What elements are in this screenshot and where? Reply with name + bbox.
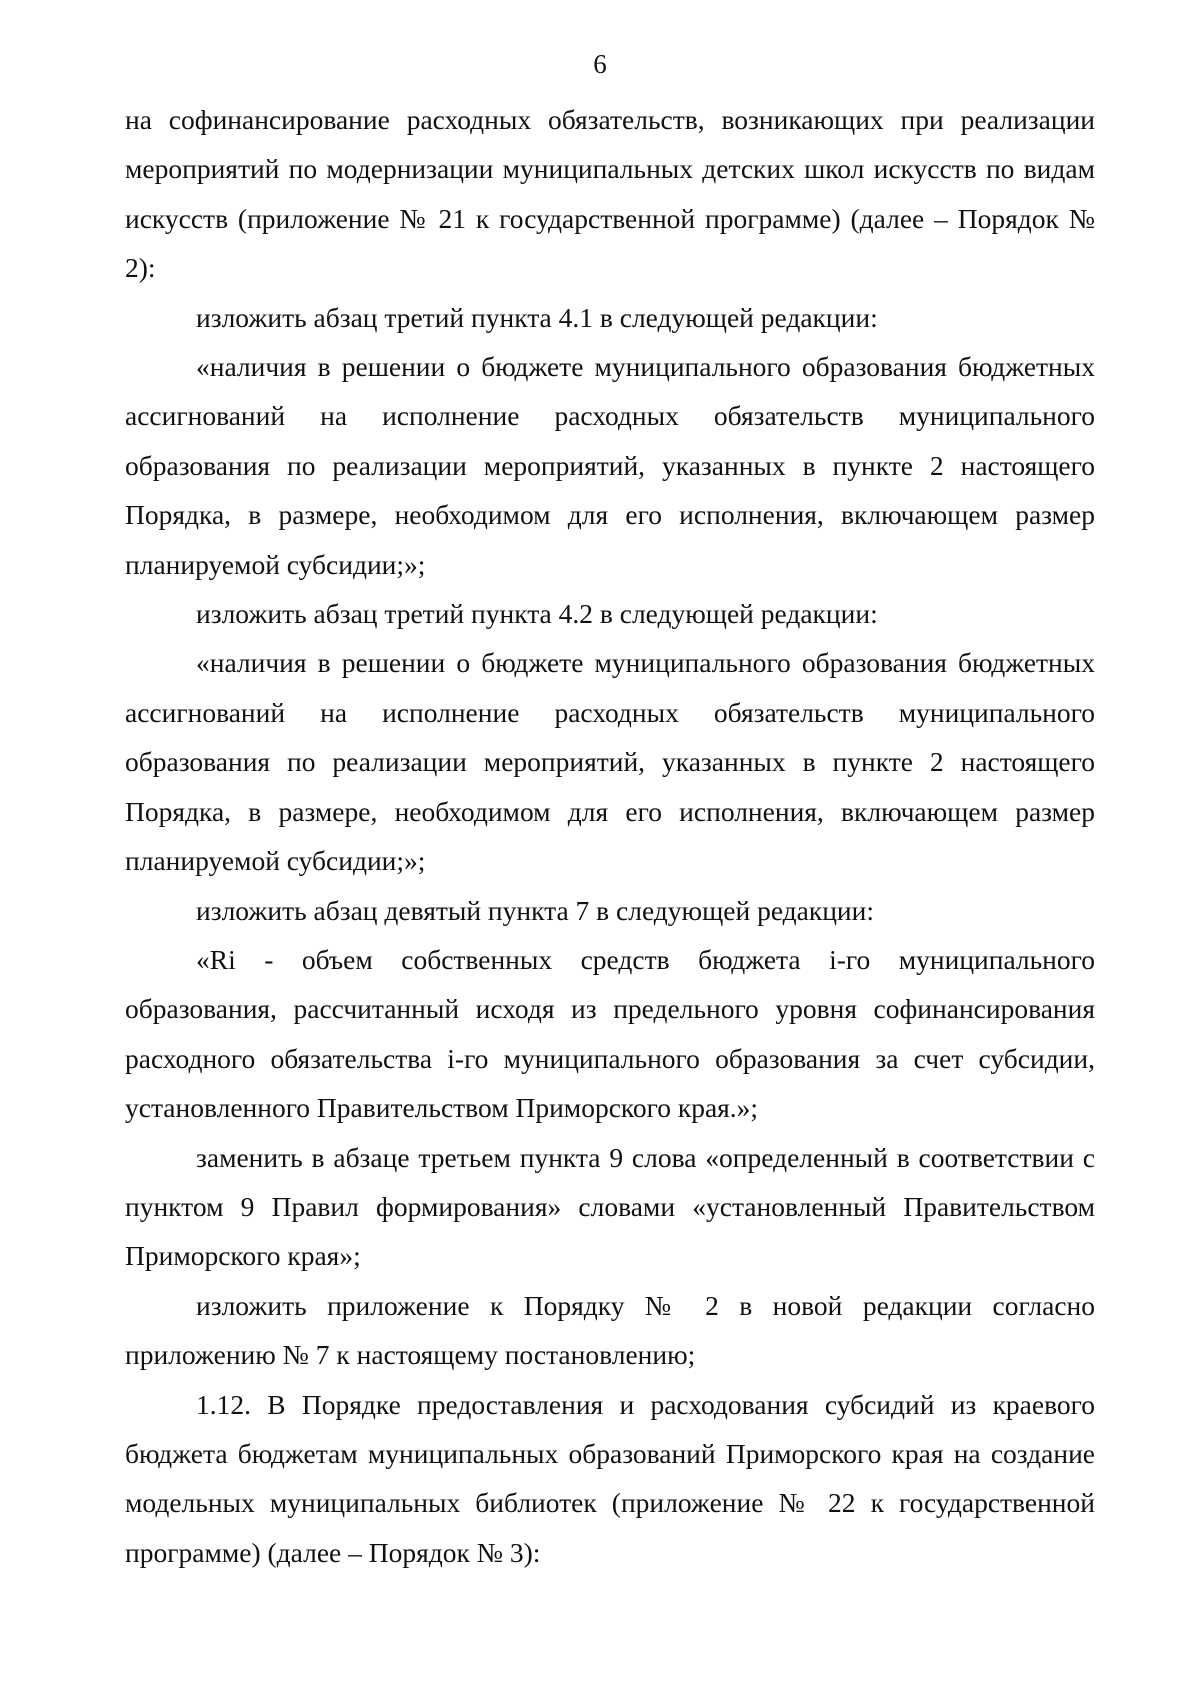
paragraph: изложить абзац третий пункта 4.1 в следующей редакции: <box>196 301 878 333</box>
paragraph: изложить абзац третий пункта 4.2 в следующей редакции: <box>196 598 878 630</box>
paragraph: 1.12. В Порядке предоставления и расходования субсидий из краевого бюджета бюджетам муниципальных образований Приморского края на создание модельных муниципальных библиотек (приложение № 22 к государственной программе) (далее – Порядок № 3): <box>125 1388 1095 1568</box>
paragraph: «наличия в решении о бюджете муниципального образования бюджетных ассигнований на исполнение расходных обязательств муниципального образования по реализации мероприятий, указанных в пункте 2 настоящего Порядка, в размере, необходимом для его исполнения, включающем размер планируемой субсидии;»; <box>125 647 1095 877</box>
paragraph: изложить абзац девятый пункта 7 в следующей редакции: <box>196 894 875 926</box>
paragraph: заменить в абзаце третьем пункта 9 слова «определенный в соответствии с пунктом 9 Правил формирования» словами «установленный Правительством Приморского края»; <box>125 1141 1095 1272</box>
paragraph: «Ri - объем собственных средств бюджета i-го муниципального образования, рассчитанный исходя из предельного уровня софинансирования расходного обязательства i-го муниципального образования за счет субсидии, установленного Правительством Приморского края.»; <box>125 943 1095 1124</box>
page-number: 6 <box>593 49 607 79</box>
document-body <box>125 95 1095 1577</box>
paragraph: «наличия в решении о бюджете муниципального образования бюджетных ассигнований на исполнение расходных обязательств муниципального образования по реализации мероприятий, указанных в пункте 2 настоящего Порядка, в размере, необходимом для его исполнения, включающем размер планируемой субсидии;»; <box>125 351 1095 580</box>
paragraph: на софинансирование расходных обязательств, возникающих при реализации мероприятий по модернизации муниципальных детских школ искусств по видам искусств (приложение № 21 к государственной программе) (далее – Порядок № 2): <box>125 104 1095 284</box>
paragraph: изложить приложение к Порядку № 2 в новой редакции согласно приложению № 7 к настоящему постановлению; <box>125 1289 1095 1371</box>
